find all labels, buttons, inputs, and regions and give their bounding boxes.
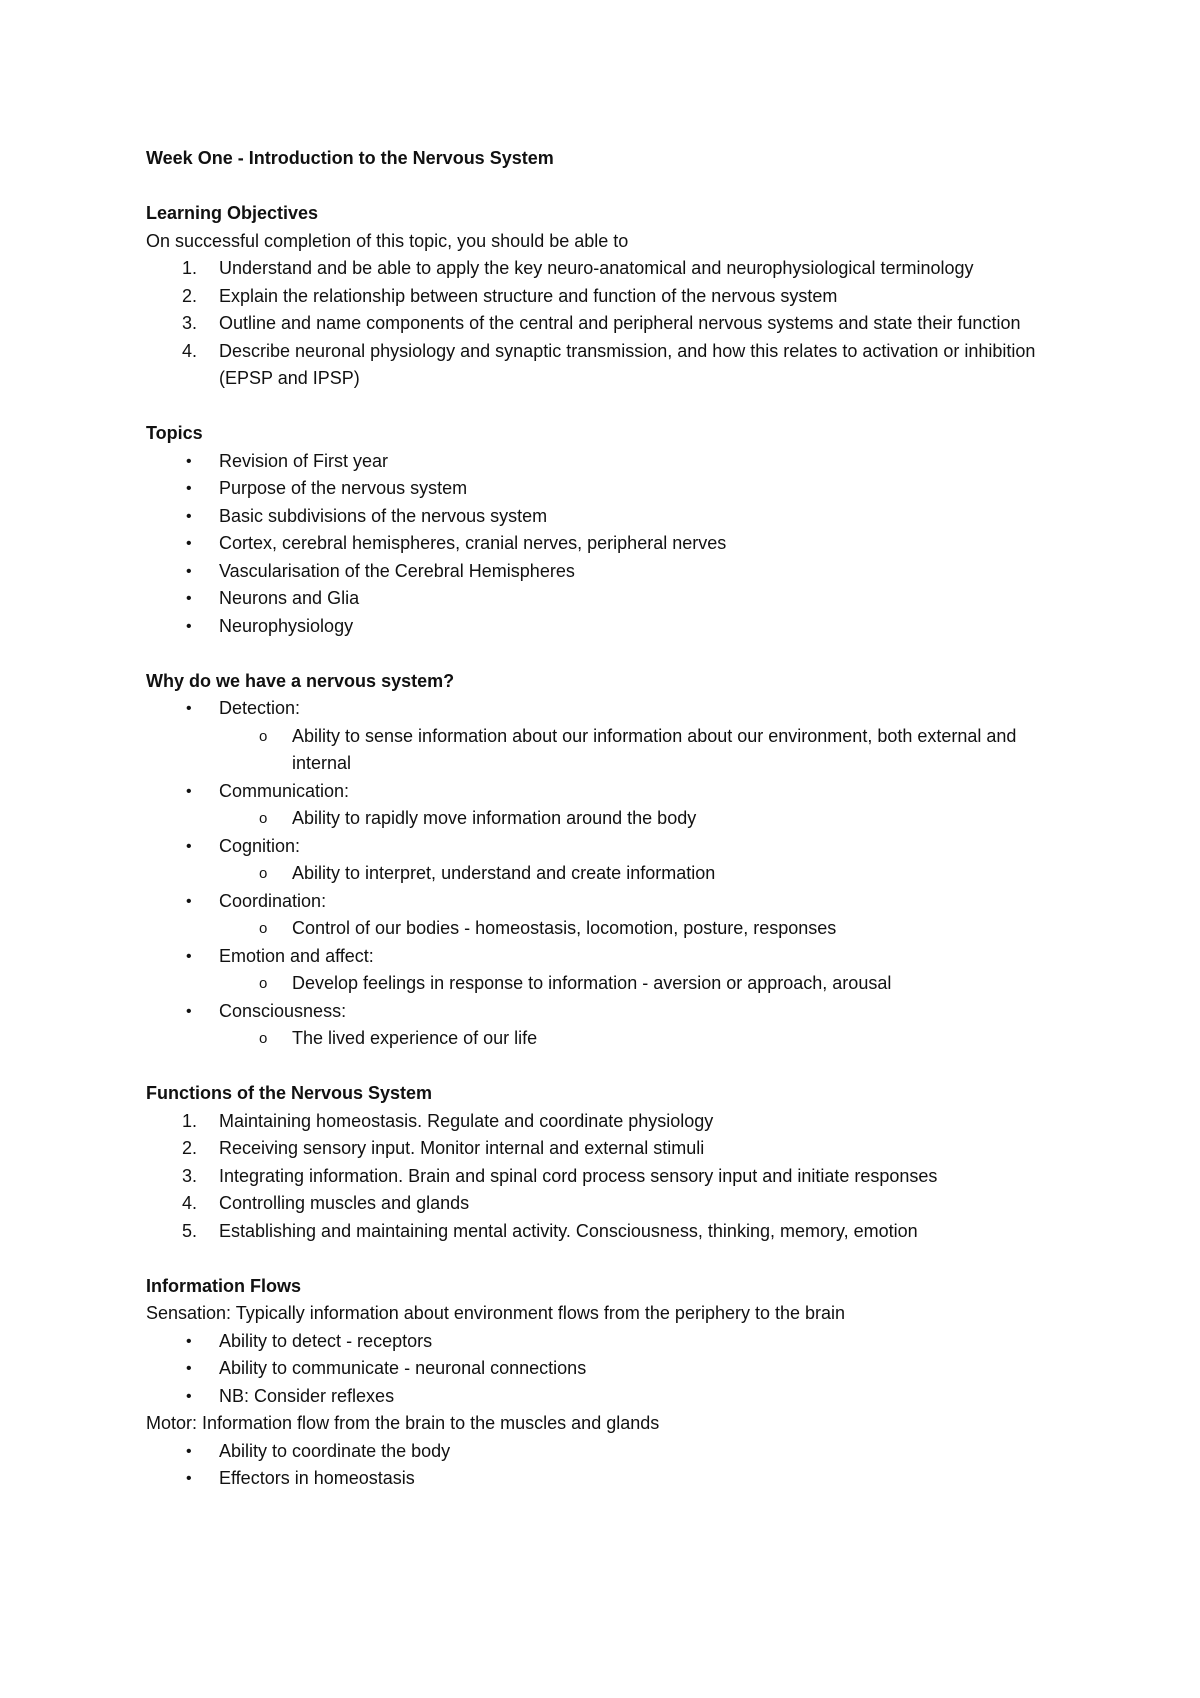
list-item <box>146 1163 1076 1191</box>
list-number: 3. <box>182 313 198 333</box>
bullet-icon: • <box>186 590 192 607</box>
list-item <box>146 1108 1076 1136</box>
list-item-text: Describe neuronal physiology and synaptic transmission, and how this relates to activation or inhibition (EPSP and IPSP) <box>219 340 1036 388</box>
list-item <box>146 558 1076 586</box>
list-item <box>146 1190 1076 1218</box>
list-item-text: Vascularisation of the Cerebral Hemispheres <box>219 560 575 581</box>
sub-list-item <box>146 915 1076 943</box>
bullet-icon: • <box>186 1332 192 1350</box>
list-item <box>146 943 1076 971</box>
sub-list-item <box>146 970 1076 998</box>
list-number: 3. <box>182 1165 198 1186</box>
document-body <box>146 145 1076 1493</box>
sub-list-item-text: Ability to rapidly move information around the body <box>292 808 697 828</box>
list-item <box>146 448 1076 476</box>
sub-list-item <box>146 805 1076 833</box>
list-item-text: Effectors in homeostasis <box>219 1468 415 1488</box>
list-item-text: Neurons and Glia <box>219 588 360 608</box>
sub-list-item-text: Develop feelings in response to information - aversion or approach, arousal <box>292 973 892 993</box>
list-item <box>146 1218 1076 1246</box>
sub-list-item <box>146 723 1076 778</box>
motor-text: Motor: Information flow from the brain to the muscles and glands <box>146 1413 660 1433</box>
bullet-icon: • <box>186 837 192 855</box>
list-item <box>146 1438 1076 1466</box>
list-item <box>146 1135 1076 1163</box>
list-item-text: Outline and name components of the central and peripheral nervous systems and state their function <box>219 313 1021 333</box>
list-number: 2. <box>182 285 198 306</box>
list-number: 1. <box>182 1110 198 1131</box>
list-item-text: Emotion and affect: <box>219 945 374 966</box>
list-item-text: Establishing and maintaining mental activity. Consciousness, thinking, memory, emotion <box>219 1220 918 1241</box>
list-number: 1. <box>182 258 198 278</box>
sensation-list <box>146 1328 1076 1411</box>
sub-list-item <box>146 1025 1076 1053</box>
sub-list-item-text: The lived experience of our life <box>292 1028 538 1048</box>
bullet-icon: • <box>186 507 192 525</box>
bullet-icon: • <box>186 1002 192 1020</box>
page-title: Week One - Introduction to the Nervous System <box>146 148 554 168</box>
list-item <box>146 503 1076 531</box>
list-item-text: Ability to coordinate the body <box>219 1440 451 1461</box>
bullet-icon: • <box>186 782 192 800</box>
list-item <box>146 833 1076 861</box>
learning-objectives-intro: On successful completion of this topic, you should be able to <box>146 230 629 251</box>
list-item <box>146 283 1076 311</box>
list-item <box>146 585 1076 613</box>
list-item-text: Coordination: <box>219 890 327 911</box>
list-item-text: Consciousness: <box>219 1000 347 1021</box>
circle-bullet-icon: o <box>259 1030 268 1047</box>
bullet-icon: • <box>186 480 192 497</box>
list-item <box>146 1355 1076 1383</box>
circle-bullet-icon: o <box>259 865 268 882</box>
list-item-text: Cognition: <box>219 835 301 856</box>
sub-list-item-text: Ability to interpret, understand and create information <box>292 863 716 883</box>
list-item <box>146 613 1076 641</box>
list-item <box>146 778 1076 806</box>
list-item-text: Cortex, cerebral hemispheres, cranial nerves, peripheral nerves <box>219 533 727 553</box>
list-item-text: Ability to communicate - neuronal connections <box>219 1358 587 1378</box>
bullet-icon: • <box>186 947 192 965</box>
bullet-icon: • <box>186 452 192 470</box>
sub-list-item-text: Ability to sense information about our information about our environment, both external and internal <box>292 725 1017 773</box>
learning-objectives-heading: Learning Objectives <box>146 203 319 223</box>
list-number: 2. <box>182 1138 198 1158</box>
bullet-icon: • <box>186 617 192 635</box>
list-item <box>146 255 1076 283</box>
bullet-icon: • <box>186 1470 192 1487</box>
information-flows-heading: Information Flows <box>146 1275 301 1296</box>
list-item <box>146 998 1076 1026</box>
topics-heading: Topics <box>146 423 203 443</box>
bullet-icon: • <box>186 1442 192 1460</box>
list-item <box>146 475 1076 503</box>
list-number: 4. <box>182 1193 198 1213</box>
list-item-text: Maintaining homeostasis. Regulate and coordinate physiology <box>219 1110 714 1131</box>
list-item-text: Neurophysiology <box>219 615 354 636</box>
list-item-text: Receiving sensory input. Monitor internal and external stimuli <box>219 1138 705 1158</box>
why-list <box>146 695 1076 1053</box>
list-item <box>146 888 1076 916</box>
list-item <box>146 1383 1076 1411</box>
list-item <box>146 1465 1076 1493</box>
bullet-icon: • <box>186 1387 192 1405</box>
list-item <box>146 530 1076 558</box>
why-heading: Why do we have a nervous system? <box>146 670 455 691</box>
list-item-text: Basic subdivisions of the nervous system <box>219 505 548 526</box>
circle-bullet-icon: o <box>259 920 268 937</box>
list-item-text: Understand and be able to apply the key neuro-anatomical and neurophysiological terminology <box>219 258 974 278</box>
bullet-icon: • <box>186 700 192 717</box>
bullet-icon: • <box>186 535 192 552</box>
circle-bullet-icon: o <box>259 810 268 827</box>
functions-heading: Functions of the Nervous System <box>146 1083 433 1103</box>
functions-list <box>146 1108 1076 1246</box>
topics-list <box>146 448 1076 641</box>
learning-objectives-list <box>146 255 1076 393</box>
motor-list <box>146 1438 1076 1493</box>
sub-list-item <box>146 860 1076 888</box>
list-item-text: Purpose of the nervous system <box>219 478 468 498</box>
list-item <box>146 338 1076 393</box>
list-item-text: Detection: <box>219 698 301 718</box>
list-item-text: Controlling muscles and glands <box>219 1193 470 1213</box>
list-item-text: NB: Consider reflexes <box>219 1385 395 1406</box>
list-item <box>146 695 1076 723</box>
sub-list-item-text: Control of our bodies - homeostasis, locomotion, posture, responses <box>292 918 837 938</box>
list-number: 4. <box>182 340 198 361</box>
circle-bullet-icon: o <box>259 727 268 745</box>
list-number: 5. <box>182 1220 198 1241</box>
list-item-text: Ability to detect - receptors <box>219 1330 433 1351</box>
list-item <box>146 1328 1076 1356</box>
bullet-icon: • <box>186 1360 192 1377</box>
bullet-icon: • <box>186 892 192 910</box>
list-item-text: Communication: <box>219 780 350 801</box>
list-item-text: Revision of First year <box>219 450 389 471</box>
sensation-text: Sensation: Typically information about environment flows from the periphery to the brain <box>146 1303 846 1323</box>
circle-bullet-icon: o <box>259 975 268 992</box>
list-item <box>146 310 1076 338</box>
list-item-text: Explain the relationship between structure and function of the nervous system <box>219 285 838 306</box>
bullet-icon: • <box>186 562 192 580</box>
list-item-text: Integrating information. Brain and spinal cord process sensory input and initiate responses <box>219 1165 938 1186</box>
